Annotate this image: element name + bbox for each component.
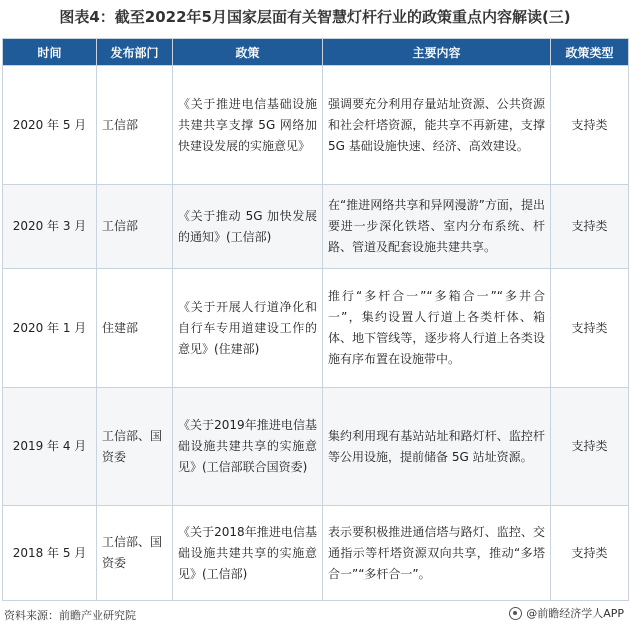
- column-header-policy: 政策: [173, 39, 323, 66]
- table-row: [3, 388, 629, 506]
- cell-policy: 《关于推动 5G 加快发展的通知》(工信部): [173, 185, 323, 269]
- cell-dept: 工信部: [97, 185, 173, 269]
- cell-dept: 工信部、国资委: [97, 388, 173, 506]
- column-header-content: 主要内容: [323, 39, 551, 66]
- cell-content: 推行“多杆合一”“多箱合一”“多井合一”，集约设置人行道上各类杆体、箱体、地下管线等，逐步将人行道上各类设施有序布置在设施带中。: [323, 269, 551, 388]
- cell-content: 集约利用现有基站站址和路灯杆、监控杆等公用设施，提前储备 5G 站址资源。: [323, 388, 551, 506]
- cell-content: 在“推进网络共享和异网漫游”方面，提出要进一步深化铁塔、室内分布系统、杆路、管道及配套设施共建共享。: [323, 185, 551, 269]
- table-header-row: [3, 39, 629, 66]
- table-row: [3, 66, 629, 185]
- policy-table: [2, 38, 629, 601]
- cell-dept: 工信部: [97, 66, 173, 185]
- cell-type: 支持类: [551, 185, 629, 269]
- column-header-dept: 发布部门: [97, 39, 173, 66]
- cell-type: 支持类: [551, 269, 629, 388]
- cell-dept: 住建部: [97, 269, 173, 388]
- cell-type: 支持类: [551, 388, 629, 506]
- cell-time: 2020 年 1 月: [3, 269, 97, 388]
- cell-policy: 《关于推进电信基础设施共建共享支撑 5G 网络加快建设发展的实施意见》: [173, 66, 323, 185]
- table-row: [3, 185, 629, 269]
- cell-time: 2020 年 5 月: [3, 66, 97, 185]
- brand-watermark: [509, 605, 624, 621]
- cell-content: 强调要充分利用存量站址资源、公共资源和社会杆塔资源，能共享不再新建，支撑 5G 基础设施快速、经济、高效建设。: [323, 66, 551, 185]
- cell-type: 支持类: [551, 66, 629, 185]
- cell-time: 2018 年 5 月: [3, 506, 97, 601]
- cell-time: 2020 年 3 月: [3, 185, 97, 269]
- column-header-time: 时间: [3, 39, 97, 66]
- brand-label: @前瞻经济学人APP: [526, 607, 624, 620]
- cell-policy: 《关于2018年推进电信基础设施共建共享的实施意见》(工信部): [173, 506, 323, 601]
- cell-policy: 《关于开展人行道净化和自行车专用道建设工作的意见》(住建部): [173, 269, 323, 388]
- cell-policy: 《关于2019年推进电信基础设施共建共享的实施意见》(工信部联合国资委): [173, 388, 323, 506]
- cell-time: 2019 年 4 月: [3, 388, 97, 506]
- column-header-type: 政策类型: [551, 39, 629, 66]
- page-title: 图表4：截至2022年5月国家层面有关智慧灯杆行业的政策重点内容解读(三): [59, 8, 571, 26]
- cell-type: 支持类: [551, 506, 629, 601]
- cell-dept: 工信部、国资委: [97, 506, 173, 601]
- source-note: 资料来源：前瞻产业研究院: [4, 609, 136, 622]
- at-sign-icon: [509, 607, 522, 620]
- cell-content: 表示要积极推进通信塔与路灯、监控、交通指示等杆塔资源双向共享，推动“多塔合一”“多杆合一”。: [323, 506, 551, 601]
- table-row: [3, 506, 629, 601]
- table-row: [3, 269, 629, 388]
